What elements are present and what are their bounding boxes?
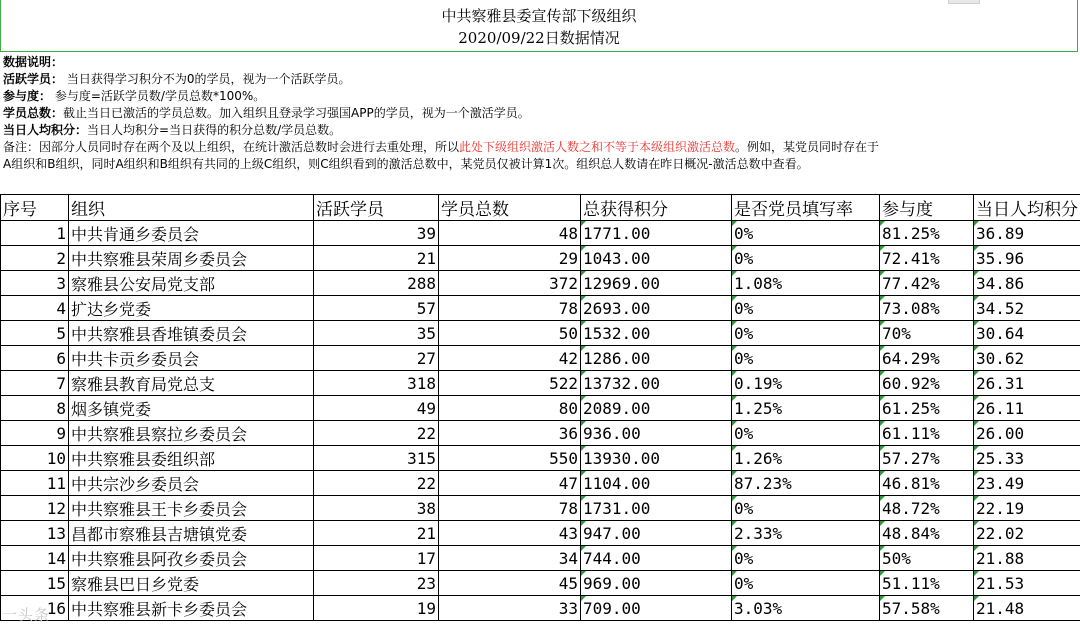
cell-points[interactable]: 969.00 [581,571,732,596]
cell-points[interactable]: 1286.00 [581,346,732,371]
cell-avg[interactable]: 23.49 [974,471,1080,496]
cell-avg[interactable]: 34.52 [974,296,1080,321]
cell-active[interactable]: 57 [314,296,439,321]
cell-index[interactable]: 4 [1,296,69,321]
table-row[interactable] [1,271,1080,296]
table-row[interactable] [1,571,1080,596]
header-total[interactable]: 学员总数 [439,195,581,221]
header-index[interactable]: 序号 [1,195,69,221]
report-title [0,0,1078,52]
cell-index[interactable]: 9 [1,421,69,446]
cell-points[interactable]: 947.00 [581,521,732,546]
cell-active[interactable]: 39 [314,221,439,246]
active-text: 当日获得学习积分不为0的学员，视为一个活跃学员。 [66,72,351,86]
cell-party-rate[interactable]: 3.03% [732,596,880,621]
cell-points[interactable]: 1043.00 [581,246,732,271]
cell-active[interactable]: 21 [314,246,439,271]
table-row[interactable] [1,446,1080,471]
active-label: 活跃学员： [3,72,64,86]
table-row[interactable] [1,521,1080,546]
participation-text: 参与度=活跃学员数/学员总数*100%。 [54,89,266,103]
cell-total[interactable]: 36 [439,421,581,446]
cell-active[interactable]: 19 [314,596,439,621]
cell-points[interactable]: 2089.00 [581,396,732,421]
cell-index[interactable]: 1 [1,221,69,246]
cell-points[interactable]: 1731.00 [581,496,732,521]
cell-org[interactable]: 中共察雅县荣周乡委员会 [69,246,314,271]
cell-active[interactable]: 23 [314,571,439,596]
cell-org[interactable]: 昌都市察雅县吉塘镇党委 [69,521,314,546]
cell-participation[interactable]: 73.08% [880,296,974,321]
cell-index[interactable]: 7 [1,371,69,396]
cell-participation[interactable]: 64.29% [880,346,974,371]
cell-total[interactable]: 45 [439,571,581,596]
cell-total[interactable]: 80 [439,396,581,421]
cell-participation[interactable]: 50% [880,546,974,571]
cell-points[interactable]: 1532.00 [581,321,732,346]
cell-points[interactable]: 13732.00 [581,371,732,396]
cell-org[interactable]: 中共察雅县新卡乡委员会 [69,596,314,621]
cell-index[interactable]: 10 [1,446,69,471]
data-notes [3,54,1077,173]
table-row[interactable] [1,546,1080,571]
cell-participation[interactable]: 48.72% [880,496,974,521]
cell-index[interactable]: 3 [1,271,69,296]
cell-participation[interactable]: 57.27% [880,446,974,471]
table-row[interactable] [1,221,1080,246]
cell-avg[interactable]: 26.11 [974,396,1080,421]
header-participation[interactable]: 参与度 [880,195,974,221]
cell-index[interactable]: 14 [1,546,69,571]
cell-org[interactable]: 中共察雅县察拉乡委员会 [69,421,314,446]
table-row[interactable] [1,471,1080,496]
org-table [0,194,1080,621]
cell-index[interactable]: 5 [1,321,69,346]
cell-party-rate[interactable]: 0% [732,571,880,596]
cell-org[interactable]: 中共察雅县委组织部 [69,446,314,471]
header-org[interactable]: 组织 [69,195,314,221]
cell-total[interactable]: 78 [439,296,581,321]
cell-avg[interactable]: 21.48 [974,596,1080,621]
cell-participation[interactable]: 72.41% [880,246,974,271]
cell-index[interactable]: 6 [1,346,69,371]
notes-heading: 数据说明： [3,55,64,69]
cell-active[interactable]: 318 [314,371,439,396]
cell-org[interactable]: 中共宗沙乡委员会 [69,471,314,496]
cell-participation[interactable]: 60.92% [880,371,974,396]
cell-active[interactable]: 35 [314,321,439,346]
cell-total[interactable]: 522 [439,371,581,396]
cell-org[interactable]: 中共卡贡乡委员会 [69,346,314,371]
cell-total[interactable]: 550 [439,446,581,471]
cell-party-rate[interactable]: 87.23% [732,471,880,496]
header-points[interactable]: 总获得积分 [581,195,732,221]
cell-total[interactable]: 43 [439,521,581,546]
table-row[interactable] [1,496,1080,521]
cell-participation[interactable]: 81.25% [880,221,974,246]
cell-total[interactable]: 50 [439,321,581,346]
cell-points[interactable]: 2693.00 [581,296,732,321]
cell-org[interactable]: 扩达乡党委 [69,296,314,321]
cell-active[interactable]: 22 [314,421,439,446]
table-row[interactable] [1,346,1080,371]
cell-points[interactable]: 12969.00 [581,271,732,296]
cell-avg[interactable]: 25.33 [974,446,1080,471]
cell-participation[interactable]: 57.58% [880,596,974,621]
remark-part2: 。例如，某党员同时存在于 [735,140,880,154]
cell-party-rate[interactable]: 2.33% [732,521,880,546]
total-label: 学员总数： [3,106,64,120]
cell-party-rate[interactable]: 1.26% [732,446,880,471]
cell-avg[interactable]: 30.64 [974,321,1080,346]
cell-total[interactable]: 29 [439,246,581,271]
cell-org[interactable]: 中共肯通乡委员会 [69,221,314,246]
cell-index[interactable]: 2 [1,246,69,271]
header-active[interactable]: 活跃学员 [314,195,439,221]
cell-participation[interactable]: 46.81% [880,471,974,496]
cell-total[interactable]: 78 [439,496,581,521]
cell-total[interactable]: 47 [439,471,581,496]
cell-participation[interactable]: 77.42% [880,271,974,296]
cell-total[interactable]: 42 [439,346,581,371]
table-row[interactable] [1,396,1080,421]
cell-org[interactable]: 察雅县巴日乡党委 [69,571,314,596]
cell-avg[interactable]: 22.19 [974,496,1080,521]
table-row[interactable] [1,246,1080,271]
avg-label: 当日人均积分： [3,123,88,137]
cell-index[interactable]: 15 [1,571,69,596]
cell-party-rate[interactable]: 0% [732,321,880,346]
cell-party-rate[interactable]: 1.08% [732,271,880,296]
table-row[interactable] [1,421,1080,446]
cell-org[interactable]: 中共察雅县阿孜乡委员会 [69,546,314,571]
table-row[interactable] [1,321,1080,346]
total-text: 截止当日已激活的学员总数。加入组织且登录学习强国APP的学员，视为一个激活学员。 [63,106,530,120]
cell-points[interactable]: 1104.00 [581,471,732,496]
cell-party-rate[interactable]: 0% [732,221,880,246]
cell-avg[interactable]: 22.02 [974,521,1080,546]
cell-active[interactable]: 21 [314,521,439,546]
cell-party-rate[interactable]: 1.25% [732,396,880,421]
table-row[interactable] [1,596,1080,621]
remark-line2: A组织和B组织，同时A组织和B组织有共同的上级C组织，则C组织看到的激活总数中，某党员仅被计算1次。组织总人数请在昨日概况-激活总数中查看。 [3,157,809,171]
table-row[interactable] [1,371,1080,396]
cell-participation[interactable]: 51.11% [880,571,974,596]
cell-participation[interactable]: 61.25% [880,396,974,421]
cell-avg[interactable]: 21.53 [974,571,1080,596]
cell-org[interactable]: 中共察雅县香堆镇委员会 [69,321,314,346]
cell-party-rate[interactable]: 0% [732,546,880,571]
cell-participation[interactable]: 70% [880,321,974,346]
participation-label: 参与度： [3,89,52,103]
cell-party-rate[interactable]: 0.19% [732,371,880,396]
cell-party-rate[interactable]: 0% [732,296,880,321]
cell-org[interactable]: 中共察雅县王卡乡委员会 [69,496,314,521]
cell-avg[interactable]: 30.62 [974,346,1080,371]
cell-index[interactable]: 8 [1,396,69,421]
cell-active[interactable]: 49 [314,396,439,421]
cell-active[interactable]: 22 [314,471,439,496]
cell-party-rate[interactable]: 0% [732,421,880,446]
cell-points[interactable]: 1771.00 [581,221,732,246]
cell-points[interactable]: 744.00 [581,546,732,571]
table-header-row [1,195,1080,221]
cell-index[interactable]: 11 [1,471,69,496]
cell-points[interactable]: 936.00 [581,421,732,446]
title-line-1: 中共察雅县委宣传部下级组织 [441,7,637,25]
cell-index[interactable]: 13 [1,521,69,546]
cell-participation[interactable]: 48.84% [880,521,974,546]
cell-avg[interactable]: 21.88 [974,546,1080,571]
cell-avg[interactable]: 26.31 [974,371,1080,396]
cell-total[interactable]: 33 [439,596,581,621]
cell-party-rate[interactable]: 0% [732,346,880,371]
cell-index[interactable]: 16 [1,596,69,621]
cell-avg[interactable]: 36.89 [974,221,1080,246]
cell-total[interactable]: 372 [439,271,581,296]
cell-avg[interactable]: 34.86 [974,271,1080,296]
remark-part1: 备注：因部分人员同时存在两个及以上组织，在统计激活总数时会进行去重处理，所以 [3,140,460,154]
header-avg[interactable]: 当日人均积分 [974,195,1080,221]
avg-text: 当日人均积分=当日获得的积分总数/学员总数。 [87,123,342,137]
cell-org[interactable]: 烟多镇党委 [69,396,314,421]
cell-active[interactable]: 315 [314,446,439,471]
remark-highlight: 此处下级组织激活人数之和不等于本级组织激活总数 [459,140,736,154]
cell-avg[interactable]: 26.00 [974,421,1080,446]
cell-active[interactable]: 288 [314,271,439,296]
cell-avg[interactable]: 35.96 [974,246,1080,271]
cell-total[interactable]: 48 [439,221,581,246]
cell-points[interactable]: 13930.00 [581,446,732,471]
table-row[interactable] [1,296,1080,321]
title-line-2: 2020/09/22日数据情况 [458,29,620,47]
cell-active[interactable]: 38 [314,496,439,521]
watermark: 一头条 [2,606,51,624]
cell-total[interactable]: 34 [439,546,581,571]
cell-points[interactable]: 709.00 [581,596,732,621]
cell-index[interactable]: 12 [1,496,69,521]
cell-org[interactable]: 察雅县教育局党总支 [69,371,314,396]
cell-org[interactable]: 察雅县公安局党支部 [69,271,314,296]
header-party-rate[interactable]: 是否党员填写率 [732,195,880,221]
cell-active[interactable]: 27 [314,346,439,371]
cell-party-rate[interactable]: 0% [732,496,880,521]
cell-active[interactable]: 17 [314,546,439,571]
cell-participation[interactable]: 61.11% [880,421,974,446]
cell-party-rate[interactable]: 0% [732,246,880,271]
